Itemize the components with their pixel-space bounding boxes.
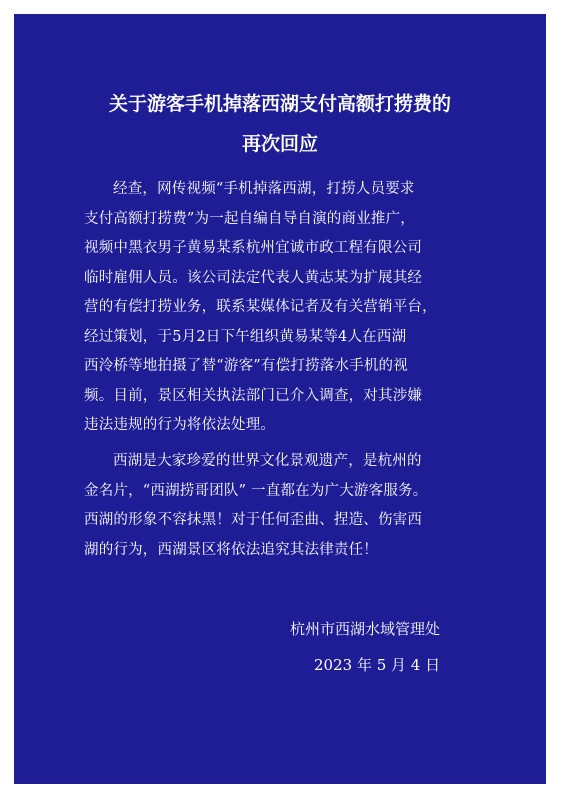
paragraph-1-line: 视频中黑衣男子黄易某系杭州宜诚市政工程有限公司 [84,240,423,256]
paragraph-1-line: 西泠桥等地拍摄了替“游客”有偿打捞落水手机的视 [84,358,408,374]
paragraph-2-line: 湖的行为，西湖景区将依法追究其法律责任！ [84,541,378,558]
notice-title-line1: 关于游客手机掉落西湖支付高额打捞费的 [108,93,451,115]
paragraph-2 [84,447,489,565]
signature-date: 2023 年 5 月 4 日 [314,656,441,674]
paragraph-2-line: 金名片，“西湖捞哥团队” 一直都在为广大游客服务。 [84,482,428,499]
paragraph-1-line: 经查，网传视频“手机掉落西湖，打捞人员要求 [113,181,415,197]
paragraph-1 [84,175,489,441]
signature-organization: 杭州市西湖水域管理处 [290,620,441,638]
paragraph-1-line: 频。目前，景区相关执法部门已介入调查，对其涉嫌 [84,387,423,404]
paragraph-1-line: 支付高额打捞费”为一起自编自导自演的商业推广， [84,210,416,227]
paragraph-1-line: 经过策划，于5月2日下午组织黄易某等4人在西湖 [84,328,407,345]
paragraph-2-line: 西湖的形象不容抹黑！对于任何歪曲、捏造、伤害西 [84,512,423,528]
paragraph-1-line: 临时雇佣人员。该公司法定代表人黄志某为扩展其经 [84,269,423,286]
notice-panel [14,14,546,784]
notice-title-line2: 再次回应 [241,133,318,155]
paragraph-1-line: 违法违规的行为将依法处理。 [84,417,276,433]
paragraph-2-line: 西湖是大家珍爱的世界文化景观遗产，是杭州的 [113,453,422,469]
paragraph-1-line: 营的有偿打捞业务，联系某媒体记者及有关营销平台， [84,299,437,315]
